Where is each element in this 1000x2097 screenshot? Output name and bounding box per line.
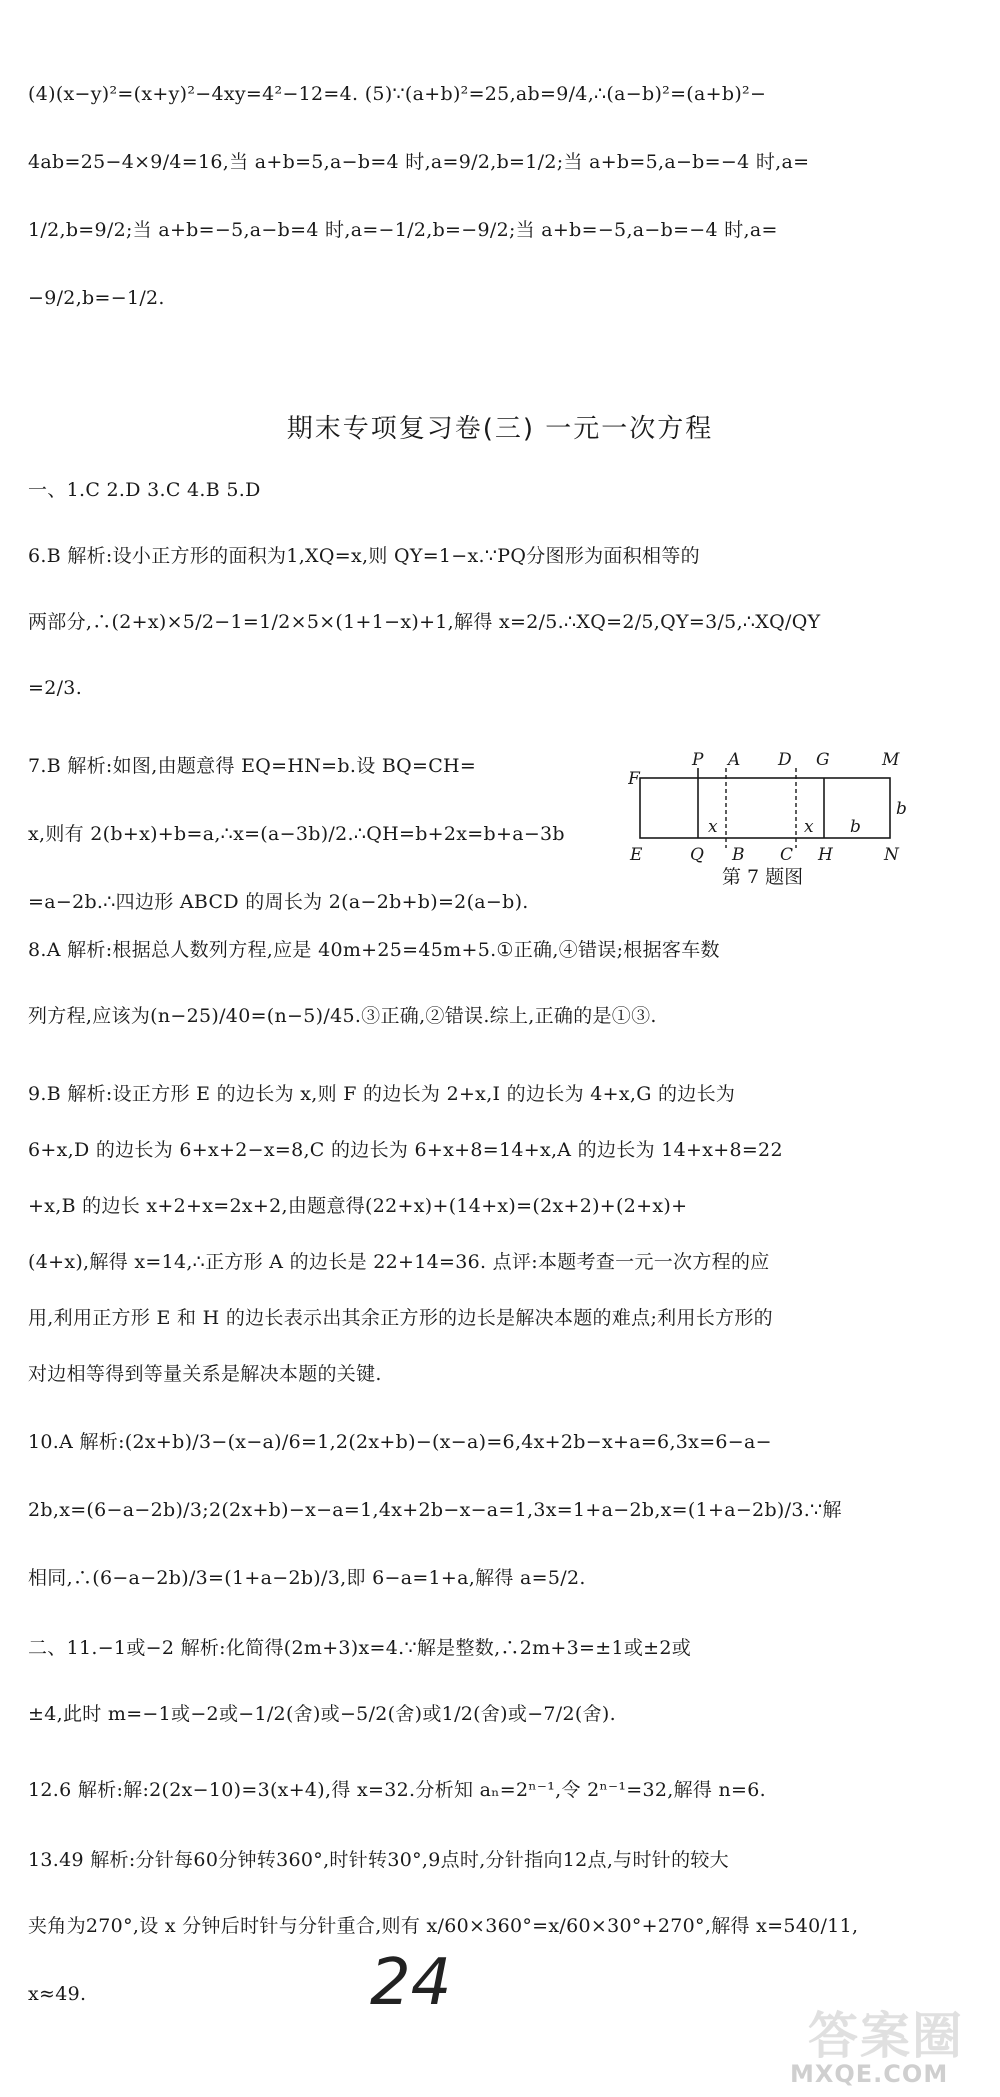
text-line: 6+x,D 的边长为 6+x+2−x=8,C 的边长为 6+x+8=14+x,A 的边长为 14+x+8=22 <box>28 1139 783 1161</box>
fig-label: B <box>732 845 745 865</box>
text-line: 4ab=25−4×9/4=16,当 a+b=5,a−b=4 时,a=9/2,b=1/2;当 a+b=5,a−b=−4 时,a= <box>28 151 810 173</box>
text-line: =2/3. <box>28 677 83 699</box>
watermark-logo: 答案圈 <box>808 2007 964 2065</box>
fig-label: P <box>692 750 704 770</box>
text-line: 列方程,应该为(n−25)/40=(n−5)/45.③正确,②错误.综上,正确的是①③. <box>28 1005 657 1027</box>
fig-label: b <box>850 817 861 837</box>
fig-label: M <box>882 750 900 770</box>
figure-caption: 第 7 题图 <box>722 866 804 888</box>
text-line: 1/2,b=9/2;当 a+b=−5,a−b=4 时,a=−1/2,b=−9/2;当 a+b=−5,a−b=−4 时,a= <box>28 219 778 241</box>
text-line: x,则有 2(b+x)+b=a,∴x=(a−3b)/2.∴QH=b+2x=b+a−3b <box>28 823 565 845</box>
text-line: (4)(x−y)²=(x+y)²−4xy=4²−12=4. (5)∵(a+b)²=25,ab=9/4,∴(a−b)²=(a+b)²− <box>28 83 767 105</box>
text-line: 两部分,∴(2+x)×5/2−1=1/2×5×(1+1−x)+1,解得 x=2/5.∴XQ=2/5,QY=3/5,∴XQ/QY <box>28 611 821 633</box>
fig-label: G <box>816 750 830 770</box>
text-line: 10.A 解析:(2x+b)/3−(x−a)/6=1,2(2x+b)−(x−a)=6,4x+2b−x+a=6,3x=6−a− <box>28 1431 772 1453</box>
text-line: 一、1.C 2.D 3.C 4.B 5.D <box>28 479 261 501</box>
text-line: +x,B 的边长 x+2+x=2x+2,由题意得(22+x)+(14+x)=(2x+2)+(2+x)+ <box>28 1195 688 1217</box>
watermark-url: MXQE.COM <box>790 2060 949 2088</box>
fig-label: A <box>728 750 741 770</box>
fig-label: Q <box>690 845 704 865</box>
text-line: 夹角为270°,设 x 分钟后时针与分针重合,则有 x/60×360°=x/60×30°+270°,解得 x=540/11, <box>28 1915 859 1937</box>
text-line: ±4,此时 m=−1或−2或−1/2(舍)或−5/2(舍)或1/2(舍)或−7/2(舍). <box>28 1703 616 1725</box>
fig-label: F <box>628 769 640 789</box>
text-line: 6.B 解析:设小正方形的面积为1,XQ=x,则 QY=1−x.∵PQ分图形为面积相等的 <box>28 545 700 567</box>
text-line: 12.6 解析:解:2(2x−10)=3(x+4),得 x=32.分析知 aₙ=2ⁿ⁻¹,令 2ⁿ⁻¹=32,解得 n=6. <box>28 1779 767 1801</box>
text-line: x≈49. <box>28 1983 87 2005</box>
fig-label: x <box>708 817 718 837</box>
fig-label: C <box>780 845 794 865</box>
text-line: 相同,∴(6−a−2b)/3=(1+a−2b)/3,即 6−a=1+a,解得 a=5/2. <box>28 1567 586 1589</box>
page-number-text: 24 <box>370 1946 452 2016</box>
fig-label: D <box>778 750 792 770</box>
text-line: 对边相等得到等量关系是解决本题的关键. <box>28 1363 382 1385</box>
fig-label: N <box>884 845 899 865</box>
text-line: 2b,x=(6−a−2b)/3;2(2x+b)−x−a=1,4x+2b−x−a=1,3x=1+a−2b,x=(1+a−2b)/3.∵解 <box>28 1499 842 1521</box>
text-line: (4+x),解得 x=14,∴正方形 A 的边长是 22+14=36. 点评:本题考查一元一次方程的应 <box>28 1251 770 1273</box>
text-line: 用,利用正方形 E 和 H 的边长表示出其余正方形的边长是解决本题的难点;利用长方形的 <box>28 1307 773 1329</box>
fig-label: x <box>804 817 814 837</box>
text-line: −9/2,b=−1/2. <box>28 287 165 309</box>
text-line: 8.A 解析:根据总人数列方程,应是 40m+25=45m+5.①正确,④错误;根据客车数 <box>28 939 720 961</box>
fig-label: E <box>630 845 643 865</box>
handwritten-page-number <box>360 1946 480 2016</box>
text-line: 9.B 解析:设正方形 E 的边长为 x,则 F 的边长为 2+x,I 的边长为 4+x,G 的边长为 <box>28 1083 736 1105</box>
text-line: =a−2b.∴四边形 ABCD 的周长为 2(a−2b+b)=2(a−b). <box>28 891 529 913</box>
fig-label: b <box>896 799 907 819</box>
text-line: 二、11.−1或−2 解析:化简得(2m+3)x=4.∵解是整数,∴2m+3=±1或±2或 <box>28 1637 692 1659</box>
text-line: 7.B 解析:如图,由题意得 EQ=HN=b.设 BQ=CH= <box>28 755 477 777</box>
text-line: 13.49 解析:分针每60分钟转360°,时针转30°,9点时,分针指向12点,与时针的较大 <box>28 1849 729 1871</box>
section-title: 期末专项复习卷(三) 一元一次方程 <box>286 414 714 444</box>
fig-label: H <box>818 845 833 865</box>
